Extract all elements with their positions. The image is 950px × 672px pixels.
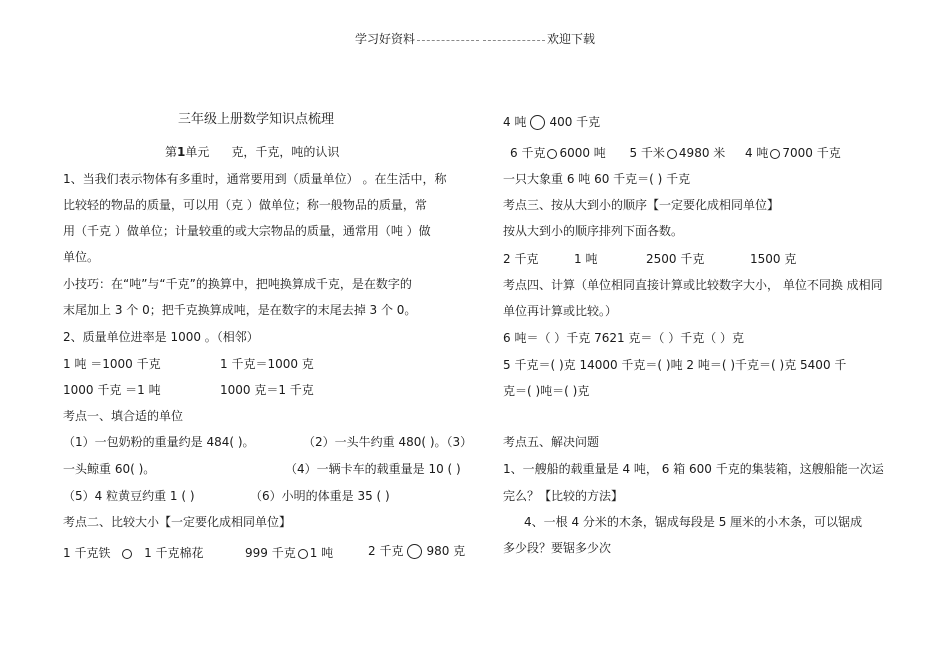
header-left-text: 学习好资料 [354, 32, 415, 46]
paragraph-2: 2、质量单位进率是 1000 。（相邻） [63, 330, 259, 344]
kaodian-3-desc: 按从大到小的顺序排列下面各数。 [503, 224, 684, 238]
tip-line-1: 小技巧：在“吨”与“千克”的换算中，把吨换算成千克，是在数字的 [63, 277, 412, 291]
order-item: 2500 千克 [646, 252, 705, 266]
kaodian-4-line-4: 5 千克＝( )克 14000 千克＝( )吨 2 吨＝( )千克＝( )克 5400 千 [503, 358, 847, 372]
kaodian-4-line-5: 克＝( )吨＝( )克 [503, 384, 590, 398]
compare-3-b: 980 克 [426, 544, 466, 558]
compare-circle-icon[interactable] [407, 544, 422, 559]
tip-line-2: 末尾加上 3 个 0；把千克换算成吨，是在数字的末尾去掉 3 个 0。 [63, 303, 417, 317]
kaodian-5-q4-line-2: 多少段？要锯多少次 [503, 541, 612, 555]
r2-c: 5 千米 [629, 146, 665, 160]
conversion-2b: 1000 克＝1 千克 [220, 383, 314, 397]
unit-heading [165, 144, 339, 160]
conversion-2a: 1000 千克 ＝1 吨 [63, 383, 161, 397]
compare-row-r2 [510, 145, 841, 161]
compare-row-r1 [503, 114, 600, 130]
compare-2-b: 1 吨 [309, 546, 334, 560]
compare-row-left [63, 545, 204, 561]
r2-a: 6 千克 [510, 146, 546, 160]
compare-row-middle [245, 545, 333, 561]
compare-1-a: 1 千克铁 [63, 546, 111, 560]
kaodian-1-q4: （4）一辆卡车的载重量是 10 ( ) [285, 462, 461, 476]
kaodian-5-title: 考点五、解决问题 [503, 435, 600, 449]
kaodian-5-q4-line-1: 4、一根 4 分米的木条，锯成每段是 5 厘米的小木条，可以锯成 [524, 515, 863, 529]
header-dashed-separator-2 [483, 39, 545, 41]
r1-b: 400 千克 [549, 115, 601, 129]
r2-f: 7000 千克 [782, 146, 841, 160]
kaodian-1-q6: （6）小明的体重是 35 ( ) [250, 489, 390, 503]
unit-prefix: 第 [165, 145, 178, 159]
paragraph-1-line-4: 单位。 [63, 250, 100, 264]
compare-3-a: 2 千克 [368, 544, 404, 558]
conversion-1a: 1 吨 ＝1000 千克 [63, 357, 161, 371]
conversion-1b: 1 千克＝1000 克 [220, 357, 314, 371]
kaodian-4-line-1: 考点四、计算（单位相同直接计算或比较数字大小， 单位不同换 成相同 [503, 278, 883, 292]
paragraph-1-line-2: 比较轻的物品的质量，可以用（克 ）做单位；称一般物品的质量，常 [63, 198, 427, 212]
compare-circle-icon[interactable] [122, 549, 132, 559]
header-dashed-separator [417, 39, 479, 41]
unit-title: 克，千克，吨的认识 [231, 145, 340, 159]
r1-a: 4 吨 [503, 115, 527, 129]
compare-1-b: 1 千克棉花 [144, 546, 204, 560]
compare-circle-icon[interactable] [770, 149, 780, 159]
kaodian-4-line-2: 单位再计算或比较。） [503, 304, 618, 318]
r2-e: 4 吨 [744, 146, 769, 160]
kaodian-4-line-3: 6 吨＝（ ）千克 7621 克＝（ ）千克（ ）克 [503, 331, 745, 345]
r2-b: 6000 吨 [559, 146, 606, 160]
kaodian-5-q1-line-2: 完么？【比较的方法】 [503, 489, 624, 503]
kaodian-2-title: 考点二、比较大小【一定要化成相同单位】 [63, 515, 292, 529]
page-header [0, 30, 950, 47]
compare-row-right [368, 543, 465, 559]
compare-circle-icon[interactable] [530, 115, 545, 130]
r2-d: 4980 米 [678, 146, 726, 160]
kaodian-5-q1-line-1: 1、一艘船的载重量是 4 吨， 6 箱 600 千克的集装箱，这艘船能一次运 [503, 462, 884, 476]
unit-number: 1 [177, 145, 186, 159]
kaodian-1-q3: 一头鲸重 60( )。 [63, 462, 156, 476]
compare-circle-icon[interactable] [547, 149, 557, 159]
order-item: 2 千克 [503, 252, 539, 266]
kaodian-1-q5: （5）4 粒黄豆约重 1 ( ) [63, 489, 195, 503]
order-item: 1 吨 [574, 252, 598, 266]
compare-2-a: 999 千克 [245, 546, 296, 560]
order-item: 1500 克 [750, 252, 797, 266]
kaodian-1-title: 考点一、填合适的单位 [63, 409, 184, 423]
compare-circle-icon[interactable] [667, 149, 677, 159]
paragraph-1-line-1: 1、当我们表示物体有多重时，通常要用到（质量单位） 。在生活中，称 [63, 172, 447, 186]
header-right-text: 欢迎下载 [547, 32, 596, 46]
compare-circle-icon[interactable] [298, 549, 308, 559]
elephant-question: 一只大象重 6 吨 60 千克＝( ) 千克 [503, 172, 691, 186]
kaodian-1-q1: （1）一包奶粉的重量约是 484( )。 [63, 435, 255, 449]
document-title: 三年级上册数学知识点梳理 [178, 112, 335, 127]
kaodian-1-q2: （2）一头牛约重 480( )。（3） [303, 435, 473, 449]
paragraph-1-line-3: 用（千克 ）做单位；计量较重的或大宗物品的质量，通常用（吨 ）做 [63, 224, 431, 238]
unit-suffix: 单元 [185, 145, 210, 159]
kaodian-3-title: 考点三、按从大到小的顺序【一定要化成相同单位】 [503, 198, 780, 212]
